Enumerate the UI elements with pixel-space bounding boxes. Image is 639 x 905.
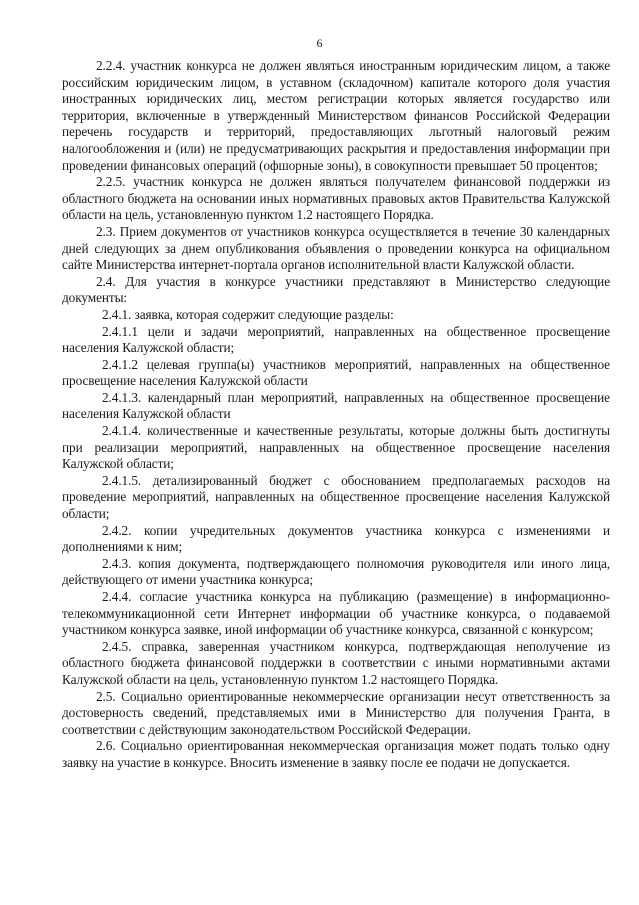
paragraph-2-5: 2.5. Социально ориентированные некоммерческие организации несут ответственность за достоверность сведений, представляемых ими в Министерство для получения Гранта, в соответствии с действующим законодательством Российской Федерации. [62, 688, 610, 737]
paragraph-2-4-1-1: 2.4.1.1 цели и задачи мероприятий, направленных на общественное просвещение населения Калужской области; [62, 323, 610, 356]
paragraph-2-4-1-4: 2.4.1.4. количественные и качественные результаты, которые должны быть достигнуты при реализации мероприятий, направленных на общественное просвещение населения Калужской области; [62, 423, 610, 472]
paragraph-2-4: 2.4. Для участия в конкурсе участники представляют в Министерство следующие документы: [62, 273, 610, 306]
paragraph-2-4-1-2: 2.4.1.2 целевая группа(ы) участников мероприятий, направленных на общественное просвещение населения Калужской области [62, 356, 610, 389]
paragraph-2-4-3: 2.4.3. копия документа, подтверждающего полномочия руководителя или иного лица, действующего от имени участника конкурса; [62, 555, 610, 588]
paragraph-2-2-4: 2.2.4. участник конкурса не должен являться иностранным юридическим лицом, а также российским юридическим лицом, в уставном (складочном) капитале которого доля участия иностранных юридических лиц, местом регистрации которых является государство или территория, включенные в утвержденный Министерством финансов Российской Федерации перечень государств и территорий, предоставляющих льготный налоговый режим налогообложения и (или) не предусматривающих раскрытия и предоставления информации при проведении финансовых операций (офшорные зоны), в совокупности превышает 50 процентов; [62, 58, 610, 173]
paragraph-2-4-1-3: 2.4.1.3. календарный план мероприятий, направленных на общественное просвещение населения Калужской области [62, 389, 610, 422]
paragraph-2-2-5: 2.2.5. участник конкурса не должен являться получателем финансовой поддержки из областного бюджета на основании иных нормативных правовых актов Правительства Калужской области на цель, установленную пунктом 1.2 настоящего Порядка. [62, 174, 610, 223]
paragraph-2-4-5: 2.4.5. справка, заверенная участником конкурса, подтверждающая неполучение из областного бюджета финансовой поддержки в соответствии с иными нормативными актами Калужской области на цель, установленную пунктом 1.2 настоящего Порядка. [62, 638, 610, 687]
paragraph-2-4-2: 2.4.2. копии учредительных документов участника конкурса с изменениями и дополнениями к ним; [62, 522, 610, 555]
paragraph-2-6: 2.6. Социально ориентированная некоммерческая организация может подать только одну заявку на участие в конкурсе. Вносить изменение в заявку после ее подачи не допускается. [62, 738, 610, 770]
document-body [62, 58, 610, 772]
paragraph-2-4-4: 2.4.4. согласие участника конкурса на публикацию (размещение) в информационно-телекоммуникационной сети Интернет информации об участнике конкурса, о подаваемой участником конкурса заявке, иной информации об участнике конкурса, связанной с конкурсом; [62, 589, 610, 638]
paragraph-2-4-1-5: 2.4.1.5. детализированный бюджет с обоснованием предполагаемых расходов на проведение мероприятий, направленных на общественное просвещение населения Калужской области; [62, 472, 610, 522]
page-number: 6 [316, 36, 323, 50]
paragraph-2-4-1: 2.4.1. заявка, которая содержит следующие разделы: [102, 306, 394, 322]
paragraph-2-3: 2.3. Прием документов от участников конкурса осуществляется в течение 30 календарных дней следующих за днем опубликования объявления о проведении конкурса на официальном сайте Министерства интернет-портала органов исполнительной власти Калужской области. [62, 223, 610, 273]
